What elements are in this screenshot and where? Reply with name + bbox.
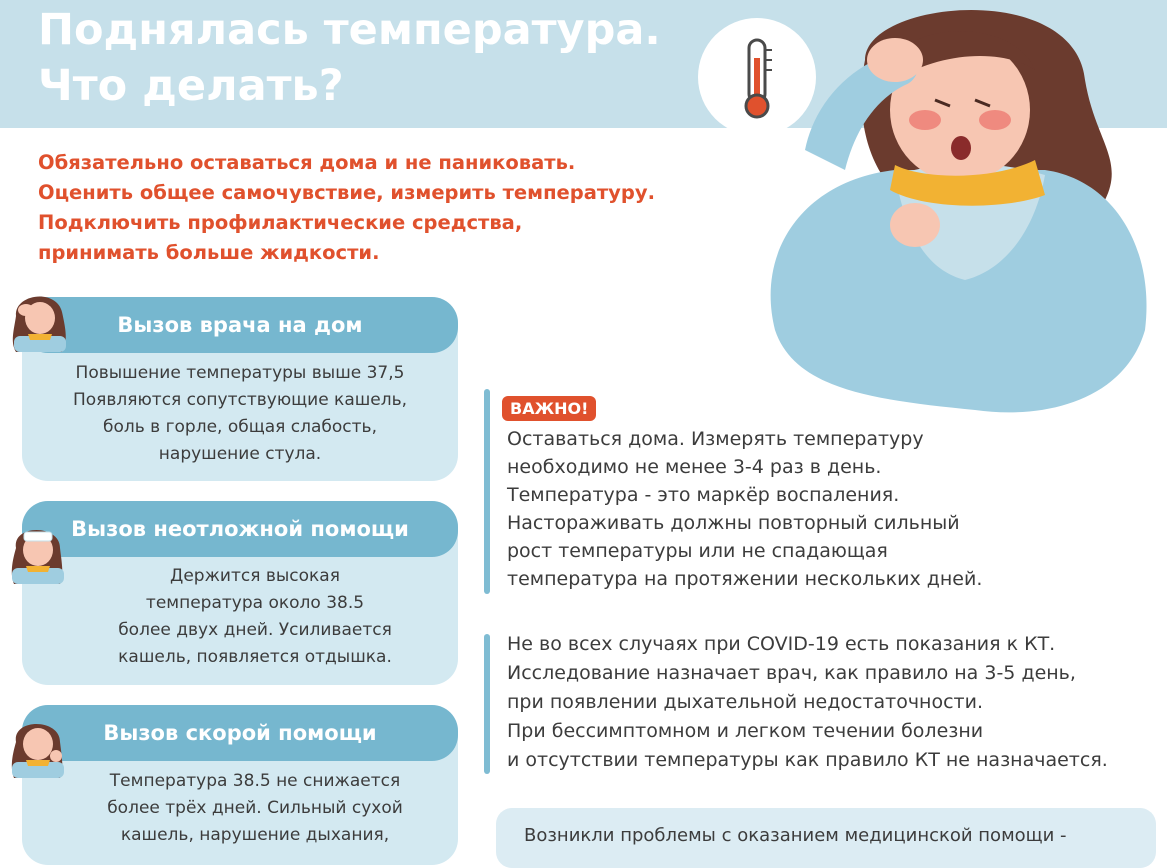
kt-line: при появлении дыхательной недостаточности. bbox=[507, 691, 983, 713]
bottom-text: Возникли проблемы с оказанием медицинской помощи - bbox=[524, 825, 1067, 846]
important-line: Оставаться дома. Измерять температуру bbox=[507, 428, 924, 450]
card-line: нарушение стула. bbox=[158, 444, 322, 464]
card-line: более трёх дней. Сильный сухой bbox=[107, 798, 403, 818]
kt-divider bbox=[484, 634, 490, 774]
card-title: Вызов врача на дом bbox=[22, 297, 458, 353]
card-line: Держится высокая bbox=[170, 566, 340, 586]
important-line: рост температуры или не спадающая bbox=[507, 540, 888, 562]
card-doctor-home bbox=[22, 297, 458, 481]
kt-line: При бессимптомном и легком течении болезни bbox=[507, 720, 984, 742]
important-line: температура на протяжении нескольких дней. bbox=[507, 568, 983, 590]
page-title bbox=[38, 2, 661, 114]
card-line: кашель, появляется отдышка. bbox=[118, 647, 392, 667]
girl-headache-icon bbox=[6, 286, 72, 352]
card-line: Появляются сопутствующие кашель, bbox=[72, 390, 408, 410]
card-urgent-care bbox=[22, 501, 458, 685]
girl-coughing-icon bbox=[4, 712, 70, 778]
kt-line: Исследование назначает врач, как правило на 3-5 день, bbox=[507, 662, 1076, 684]
card-body bbox=[22, 563, 458, 671]
kt-line: и отсутствии температуры как правило КТ не назначается. bbox=[507, 749, 1108, 771]
card-line: боль в горле, общая слабость, bbox=[103, 417, 377, 437]
intro-line: Обязательно оставаться дома и не паниковать. bbox=[38, 151, 576, 174]
important-text bbox=[507, 425, 982, 593]
important-badge: ВАЖНО! bbox=[502, 396, 596, 421]
card-line: более двух дней. Усиливается bbox=[118, 620, 392, 640]
intro-line: принимать больше жидкости. bbox=[38, 241, 380, 264]
title-line-2: Что делать? bbox=[38, 61, 344, 111]
card-line: Температура 38.5 не снижается bbox=[109, 771, 401, 791]
kt-line: Не во всех случаях при COVID-19 есть показания к КТ. bbox=[507, 633, 1056, 655]
card-body bbox=[22, 360, 458, 468]
card-line: Повышение температуры выше 37,5 bbox=[75, 363, 405, 383]
sick-girl-illustration bbox=[745, 0, 1167, 420]
card-line: температура около 38.5 bbox=[145, 593, 365, 613]
important-line: Настораживать должны повторный сильный bbox=[507, 512, 960, 534]
important-divider bbox=[484, 389, 490, 594]
intro-line: Подключить профилактические средства, bbox=[38, 211, 523, 234]
kt-info bbox=[507, 630, 1108, 775]
card-line: кашель, нарушение дыхания, bbox=[120, 825, 390, 845]
important-line: Температура - это маркёр воспаления. bbox=[507, 484, 900, 506]
card-body bbox=[22, 768, 458, 849]
important-line: необходимо не менее 3-4 раз в день. bbox=[507, 456, 882, 478]
card-title: Вызов скорой помощи bbox=[22, 705, 458, 761]
title-line-1: Поднялась температура. bbox=[38, 5, 661, 55]
intro-line: Оценить общее самочувствие, измерить температуру. bbox=[38, 181, 655, 204]
card-title: Вызов неотложной помощи bbox=[22, 501, 458, 557]
intro-advice bbox=[38, 148, 738, 268]
girl-compress-icon bbox=[4, 518, 70, 584]
card-ambulance bbox=[22, 705, 458, 865]
